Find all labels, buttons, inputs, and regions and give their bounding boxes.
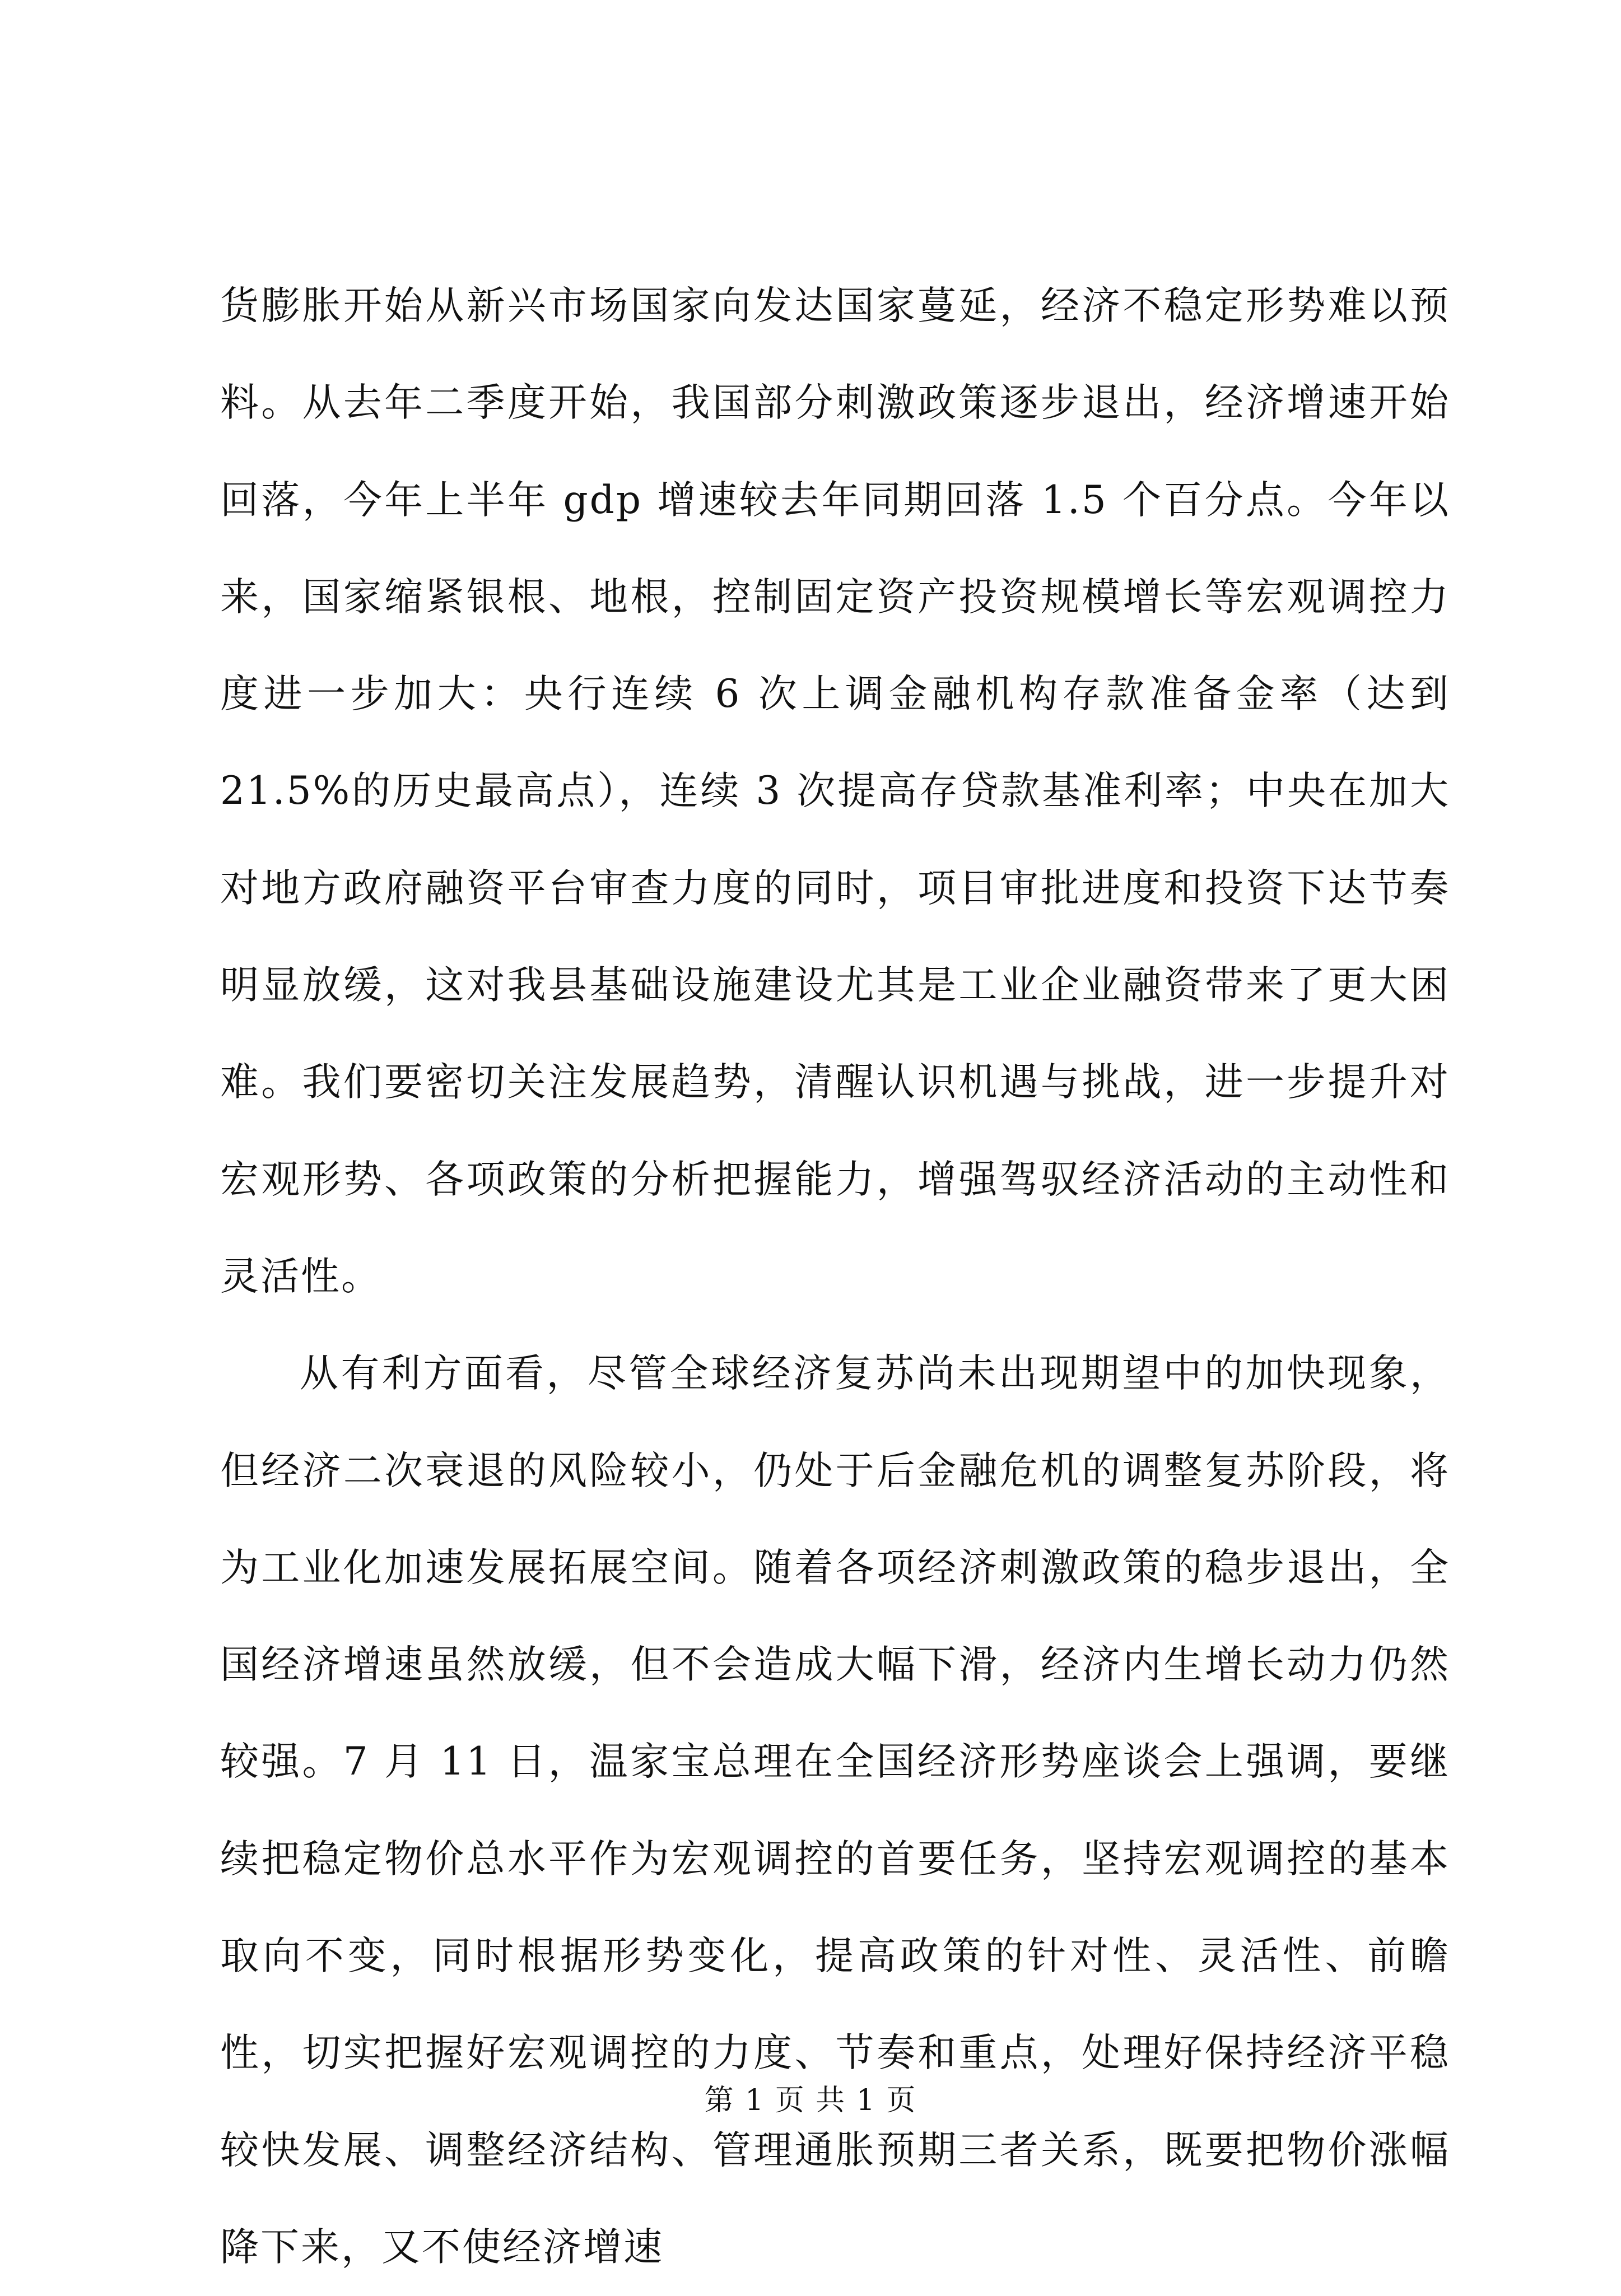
document-body [220, 258, 1450, 2296]
body-paragraph-favorable-aspects: 从有利方面看，尽管全球经济复苏尚未出现期望中的加快现象，但经济二次衰退的风险较小，仍处于后金融危机的调整复苏阶段，将为工业化加速发展拓展空间。随着各项经济刺激政策的稳步退出，全国经济增速虽然放缓，但不会造成大幅下滑，经济内生增长动力仍然较强。7 月 11 日，温家宝总理在全国经济形势座谈会上强调，要继续把稳定物价总水平作为宏观调控的首要任务，坚持宏观调控的基本取向不变，同时根据形势变化，提高政策的针对性、灵活性、前瞻性，切实把握好宏观调控的力度、节奏和重点，处理好保持经济平稳较快发展、调整经济结构、管理通胀预期三者关系，既要把物价涨幅降下来，又不使经济增速 [220, 1351, 1450, 2270]
page-number-footer: 第 1 页 共 1 页 [704, 2084, 917, 2117]
body-paragraph-continued: 货膨胀开始从新兴市场国家向发达国家蔓延，经济不稳定形势难以预料。从去年二季度开始，我国部分刺激政策逐步退出，经济增速开始回落，今年上半年 gdp 增速较去年同期回落 1.5 个百分点。今年以来，国家缩紧银根、地根，控制固定资产投资规模增长等宏观调控力度进一步加大：央行连续 6 次上调金融机构存款准备金率（达到 21.5%的历史最高点），连续 3 次提高存贷款基准利率；中央在加大对地方政府融资平台审查力度的同时，项目审批进度和投资下达节奏明显放缓，这对我县基础设施建设尤其是工业企业融资带来了更大困难。我们要密切关注发展趋势，清醒认识机遇与挑战，进一步提升对宏观形势、各项政策的分析把握能力，增强驾驭经济活动的主动性和灵活性。 [220, 283, 1450, 1299]
